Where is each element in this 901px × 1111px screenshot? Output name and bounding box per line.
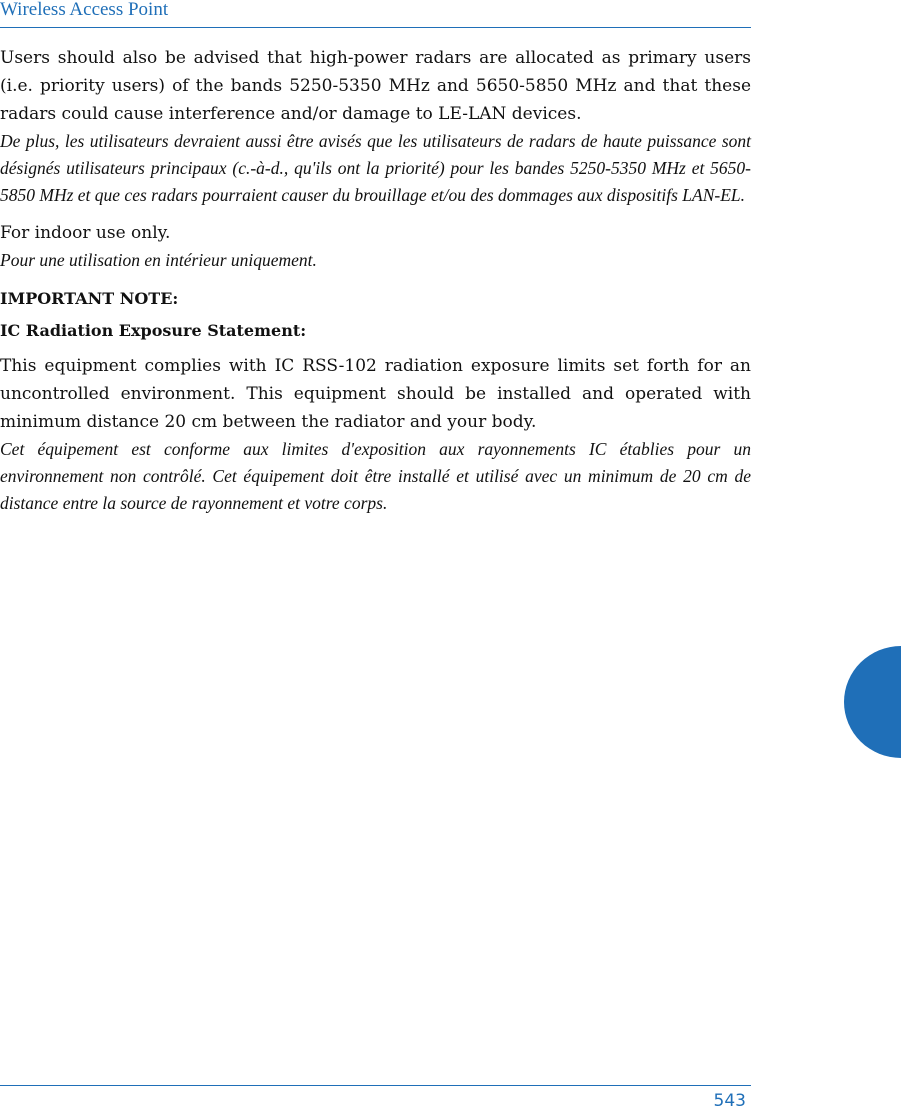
- spacer: [0, 310, 751, 320]
- spacer: [0, 342, 751, 352]
- radar-notice-french: De plus, les utilisateurs devraient aussi être avisés que les utilisateurs de radars de haute puissance sont désignés utilisateurs principaux (c.-à-d., qu'ils ont la priorité) pour les bandes 5250-5350 MHz et 5650-5850 MHz et que ces radars pourraient causer du brouillage et/ou des dommages aux dispositifs LAN-EL.: [0, 131, 751, 205]
- page-content: [0, 44, 751, 517]
- ic-statement-english: This equipment complies with IC RSS-102 radiation exposure limits set forth for an uncontrolled environment. This equipment should be installed and operated with minimum distance 20 cm between the radiator and your body.: [0, 356, 751, 432]
- page-number: 543: [713, 1091, 746, 1111]
- indoor-use-english: For indoor use only.: [0, 223, 171, 243]
- spacer: [0, 209, 751, 219]
- spacer: [0, 274, 751, 288]
- important-note-heading: IMPORTANT NOTE:: [0, 289, 179, 308]
- running-header-title: Wireless Access Point: [0, 0, 169, 20]
- chapter-tab-marker: [844, 646, 901, 758]
- ic-radiation-heading: IC Radiation Exposure Statement:: [0, 321, 307, 340]
- ic-statement-french: Cet équipement est conforme aux limites d'exposition aux rayonnements IC établies pour un environnement non contrôlé. Cet équipement doit être installé et utilisé avec un minimum de 20 cm de distance entre la source de rayonnement et votre corps.: [0, 439, 751, 513]
- indoor-use-french: Pour une utilisation en intérieur uniquement.: [0, 250, 317, 270]
- footer-rule: [0, 1085, 751, 1086]
- header-rule: [0, 27, 751, 28]
- radar-notice-english: Users should also be advised that high-power radars are allocated as primary users (i.e. priority users) of the bands 5250-5350 MHz and 5650-5850 MHz and that these radars could cause interference and/or damage to LE-LAN devices.: [0, 48, 751, 124]
